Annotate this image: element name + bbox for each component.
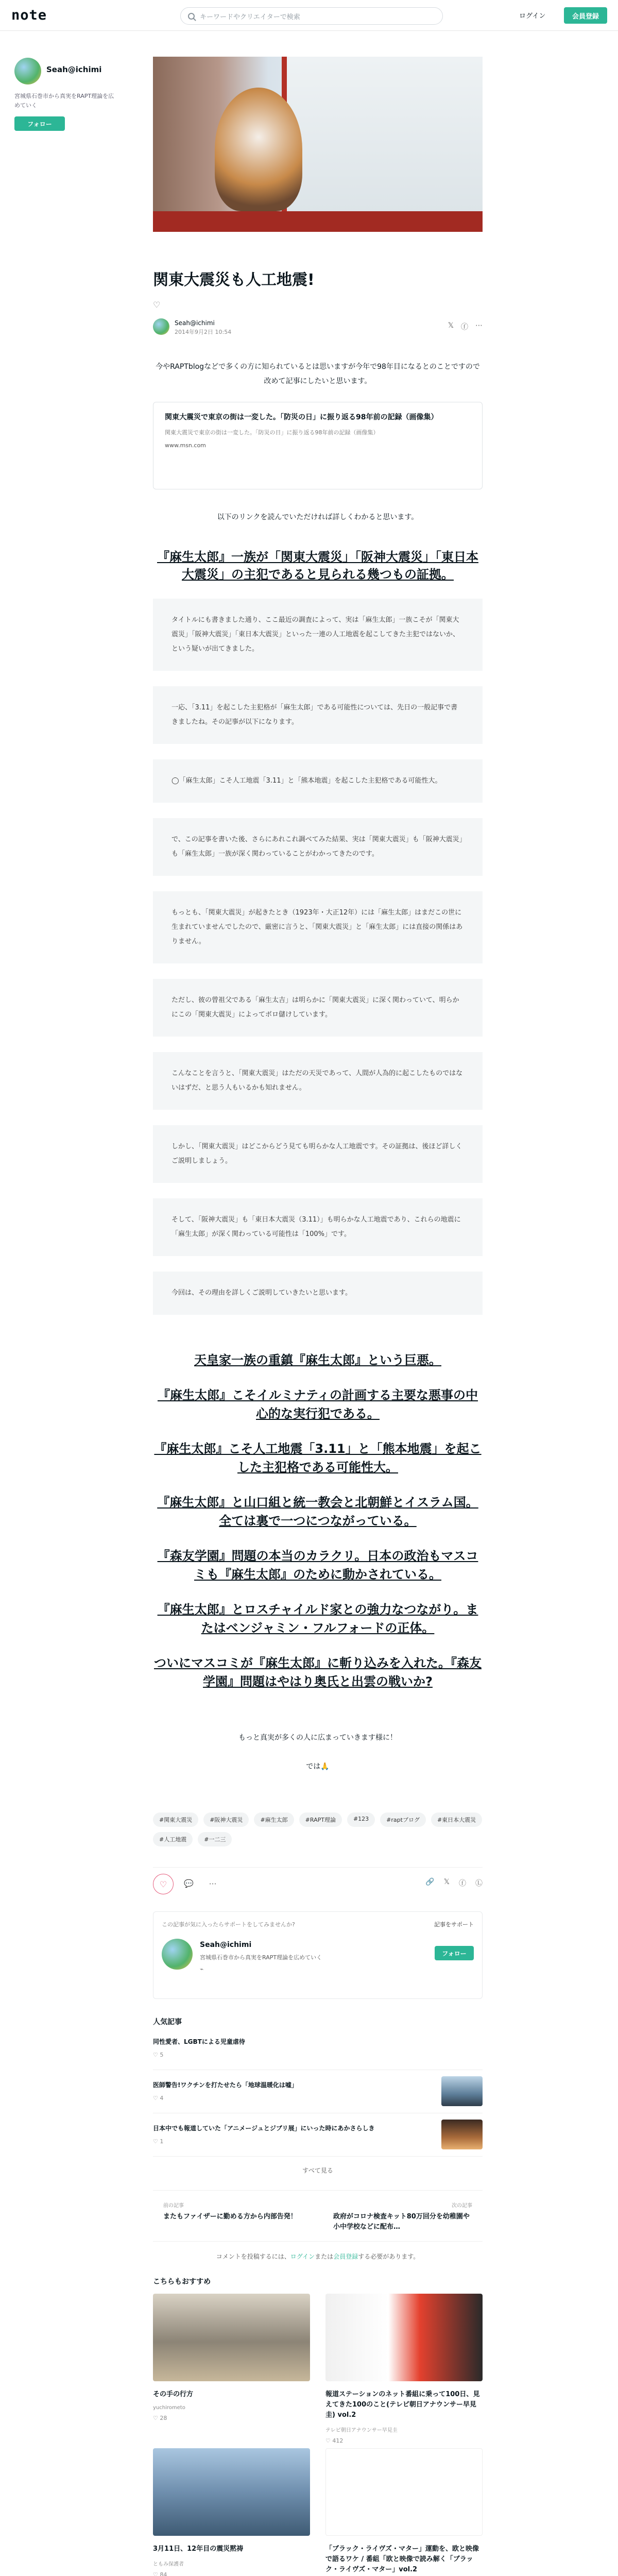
- card-author[interactable]: テレビ朝日アナウンサー早見圭: [325, 2428, 398, 2433]
- sidebar: [14, 58, 117, 131]
- action-bar: [153, 1867, 483, 1896]
- author-name[interactable]: Seah@ichimi: [46, 65, 102, 74]
- lead-text: 今やRAPTblogなどで多くの方に知られているとは思いますが今年で98年目になるとのことですので改めて記事にしたいと思います。: [156, 363, 480, 385]
- heart-icon: ♡: [153, 2052, 160, 2058]
- hero-cat: [215, 88, 302, 211]
- list-item[interactable]: [153, 2070, 483, 2113]
- blockquote: もっとも、「関東大震災」が起きたとき（1923年・大正12年）には「麻生太郎」はまだこの世に生まれていませんでしたので、厳密に言うと、「関東大震災」と「麻生太郎」には直接の関係はありません。: [153, 891, 483, 963]
- article-card[interactable]: [325, 2448, 483, 2576]
- heart-icon: ♡: [153, 2415, 160, 2421]
- author-name[interactable]: Seah@ichimi: [175, 319, 215, 327]
- blockquote: で、この記事を書いた後、さらにあれこれ調べてみた結果、実は「関東大震災」も「阪神大震災」も「麻生太郎」一族が深く関わっていることがわかってきたのです。: [153, 818, 483, 876]
- blockquote: そして、「阪神大震災」も「東日本大震災（3.11）」も明らかな人工地震であり、これらの地震に「麻生太郎」が深く関わっている可能性は「100%」です。: [153, 1198, 483, 1256]
- card-title: 3月11日、12年目の震災黙祷: [153, 2545, 244, 2553]
- author-bio: 宮城県石巻市から真実をRAPT理論を広めていく: [200, 1954, 322, 1961]
- tag-list: [153, 1812, 483, 1846]
- prev-article[interactable]: [163, 2201, 302, 2222]
- search-input[interactable]: [180, 7, 443, 25]
- comment-text: コメントを投稿するには、: [216, 2253, 290, 2260]
- tag[interactable]: #阪神大震災: [203, 1812, 249, 1827]
- search-placeholder: キーワードやクリエイターで検索: [200, 13, 300, 21]
- card-author[interactable]: ともみ保護者: [153, 2562, 184, 2567]
- like-count: [153, 2052, 163, 2058]
- blockquote: ただし、彼の曾祖父である「麻生太吉」は明らかに「関東大震災」に深く関わっていて、明らかにこの「関東大震災」によってボロ儲けしています。: [153, 979, 483, 1037]
- x-icon[interactable]: 𝕏: [448, 321, 454, 330]
- support-box: [153, 1911, 483, 1999]
- hero-sill: [153, 211, 483, 232]
- author-row: [153, 318, 483, 339]
- article-card[interactable]: [153, 2294, 310, 2448]
- comment-or: または: [315, 2253, 334, 2260]
- body-text: もっと真実が多くの人に広まっていきます様に！: [238, 1734, 397, 1742]
- avatar[interactable]: [14, 58, 41, 84]
- like-count: 1: [160, 2138, 164, 2145]
- heart-icon: ♡: [325, 2437, 333, 2444]
- link-heading[interactable]: 『森友学園』問題の本当のカラクリ。日本の政治もマスコミも『麻生太郎』のために動かされている。: [157, 1549, 478, 1582]
- like-count: [153, 2138, 163, 2145]
- signup-button[interactable]: 会員登録: [564, 7, 607, 24]
- tag[interactable]: #東日本大震災: [431, 1812, 482, 1827]
- link-heading[interactable]: 『麻生太郎』こそイルミナティの計画する主要な悪事の中心的な実行犯である。: [157, 1388, 478, 1421]
- item-title: 医師警告!ワクチンを打たせたら「地球温暖化は嘘」: [153, 2081, 298, 2089]
- heart-icon: ♡: [153, 2095, 160, 2102]
- blockquote: 今回は、その理由を詳しくご説明していきたいと思います。: [153, 1272, 483, 1315]
- follow-button[interactable]: フォロー: [435, 1946, 474, 1960]
- blockquote: ◯「麻生太郎」こそ人工地震「3.11」と「熊本地震」を起こした主犯格である可能性大。: [153, 759, 483, 803]
- tag[interactable]: #raptブログ: [380, 1812, 426, 1827]
- x-icon[interactable]: 𝕏: [443, 1878, 450, 1886]
- next-label: 次の記事: [452, 2203, 472, 2209]
- blockquote: こんなことを言うと、「関東大震災」はただの天災であって、人間が人為的に起こしたものではないはずだ、と思う人もいるかも知れません。: [153, 1052, 483, 1110]
- next-title: 政府がコロナ検査キット80万回分を幼稚園や小中学校などに配布…: [333, 2213, 470, 2231]
- link-heading[interactable]: ついにマスコミが『麻生太郎』に斬り込みを入れた。『森友学園』問題はやはり奥氏と出雲の戦いか?: [154, 1656, 482, 1689]
- login-link[interactable]: ログイン: [290, 2253, 315, 2260]
- tag[interactable]: #123: [347, 1812, 375, 1827]
- item-title: 同性愛者、LGBTによる児童虐待: [153, 2038, 245, 2045]
- page-title: 関東大震災も人工地震!: [153, 271, 315, 289]
- more-icon[interactable]: ⋯: [209, 1879, 217, 1888]
- line-icon[interactable]: Ⓛ: [475, 1879, 483, 1888]
- card-author[interactable]: yuchirometo: [153, 2405, 185, 2411]
- card-title: 報道ステーションのネット番組に乗って100日、見えてきた100のこと(テレビ朝日アナウンサー早見圭) vol.2: [325, 2391, 480, 2419]
- popular-articles: [153, 2016, 483, 2175]
- tag[interactable]: #一二三: [198, 1832, 232, 1846]
- like-count: [153, 2095, 163, 2102]
- more-icon[interactable]: ⋯: [475, 321, 483, 330]
- thumbnail: [441, 2076, 483, 2106]
- link-card-desc: 関東大震災で東京の街は一変した。「防災の日」に振り返る98年前の記録（画像集）: [165, 429, 379, 436]
- thumbnail: [325, 2448, 483, 2536]
- see-all-link[interactable]: すべて見る: [302, 2167, 333, 2174]
- prev-label: 前の記事: [163, 2203, 184, 2209]
- facebook-icon[interactable]: ⓕ: [461, 323, 468, 331]
- share-buttons: [448, 321, 483, 332]
- thumbnail: [441, 2120, 483, 2149]
- next-article[interactable]: [333, 2201, 472, 2232]
- list-item[interactable]: [153, 2027, 483, 2070]
- support-text: この記事が気に入ったらサポートをしてみませんか?: [162, 1921, 295, 1928]
- like-count: [153, 2415, 310, 2421]
- heart-icon: ♡: [153, 2138, 160, 2145]
- comment-rest: する必要があります。: [358, 2253, 420, 2260]
- blockquote: しかし、「関東大震災」はどこからどう見ても明らかな人工地震です。その証拠は、後ほど詳しくご説明しましょう。: [153, 1125, 483, 1183]
- avatar[interactable]: [153, 318, 169, 335]
- thumbnail: [153, 2448, 310, 2536]
- link-card-title: 関東大震災で東京の街は一変した。「防災の日」に振り返る98年前の記録（画像集）: [165, 413, 438, 421]
- link-heading[interactable]: 『麻生太郎』一族が「関東大震災」「阪神大震災」「東日本大震災」の主犯であると見られる幾つもの証拠。: [157, 550, 478, 582]
- link-card[interactable]: [153, 402, 483, 489]
- article-card[interactable]: [153, 2448, 310, 2576]
- prev-title: またもファイザーに勤める方から内部告発！: [163, 2213, 297, 2221]
- article: [153, 57, 483, 2576]
- link-heading[interactable]: 天皇家一族の重鎮『麻生太郎』という巨悪。: [194, 1353, 441, 1367]
- article-nav: [153, 2190, 483, 2242]
- link-icon[interactable]: 🔗: [425, 1878, 435, 1886]
- hero-image: [153, 57, 483, 232]
- author-name[interactable]: Seah@ichimi: [200, 1941, 252, 1949]
- item-title: 日本中でも報道していた「アニメージュとジブリ展」にいった時にあかさらしき: [153, 2125, 375, 2132]
- avatar[interactable]: [162, 1939, 193, 1970]
- like-button[interactable]: ♡: [153, 1874, 174, 1894]
- section-heading: こちらもおすすめ: [153, 2278, 211, 2286]
- body-text: では🙏: [306, 1762, 330, 1771]
- tag[interactable]: #麻生太郎: [254, 1812, 294, 1827]
- author-bio: 宮城県石巻市から真実をRAPT理論を広めていく: [14, 93, 114, 109]
- link-heading[interactable]: 『麻生太郎』こそ人工地震「3.11」と「熊本地震」を起こした主犯格である可能性大。: [154, 1442, 482, 1475]
- heart-icon: ♡: [153, 2571, 160, 2576]
- signup-link[interactable]: 会員登録: [333, 2253, 358, 2260]
- like-count: [325, 2437, 483, 2444]
- tag[interactable]: #関東大震災: [153, 1812, 198, 1827]
- like-count: 28: [160, 2415, 167, 2421]
- list-item[interactable]: [153, 2113, 483, 2157]
- link-heading[interactable]: 『麻生太郎』とロスチャイルド家との強力なつながり。またはベンジャミン・フルフォードの正体。: [157, 1602, 478, 1635]
- blockquote: タイトルにも書きました通り、ここ最近の調査によって、実は「麻生太郎」一族こそが「関東大震災」「阪神大震災」「東日本大震災」といった一連の人工地震を起こしてきた主犯ではないか、という疑いが出てきました。: [153, 599, 483, 671]
- blockquote: 一応、「3.11」を起こした主犯格が「麻生太郎」である可能性については、先日の一般記事で書きましたね。その記事が以下になります。: [153, 686, 483, 744]
- header: [0, 0, 618, 31]
- like-count: 84: [160, 2571, 167, 2576]
- link-card-url: www.msn.com: [165, 442, 206, 449]
- tag[interactable]: #RAPT理論: [299, 1812, 342, 1827]
- card-title: 「ブラック・ライヴズ・マター」運動を、欧と映像で語るワケ / 番組「欧と映像で読み解く「ブラック・ライヴズ・マター」vol.2: [325, 2545, 479, 2573]
- like-count: [153, 2571, 310, 2576]
- tag[interactable]: #人工地震: [153, 1832, 193, 1846]
- comment-notice: [153, 2252, 483, 2261]
- login-link[interactable]: ログイン: [519, 12, 546, 20]
- heart-icon[interactable]: ♡: [153, 300, 161, 310]
- link-heading[interactable]: 『麻生太郎』と山口組と統一教会と北朝鮮とイスラム国。全ては裏で一つにつながっている。: [157, 1495, 478, 1528]
- publish-date: 2014年9月2日 10:54: [175, 329, 232, 335]
- search-icon: [188, 13, 195, 20]
- thumbnail: [325, 2294, 483, 2381]
- section-heading: 人気記事: [153, 2018, 182, 2026]
- article-card[interactable]: [325, 2294, 483, 2448]
- like-count: 412: [332, 2437, 344, 2444]
- like-count: 5: [160, 2052, 164, 2058]
- facebook-icon[interactable]: ⓕ: [459, 1879, 466, 1888]
- rss-icon[interactable]: ⌁: [200, 1965, 204, 1973]
- logo[interactable]: note: [11, 7, 47, 23]
- comment-icon[interactable]: 💬: [184, 1879, 194, 1888]
- body-text: 以下のリンクを読んでいただければ詳しくわかると思います。: [217, 513, 419, 521]
- like-count: 4: [160, 2095, 164, 2102]
- card-title: その手の行方: [153, 2391, 194, 2398]
- thumbnail: [153, 2294, 310, 2381]
- recommend-grid: [153, 2294, 483, 2576]
- support-button[interactable]: 記事をサポート: [434, 1921, 474, 1928]
- follow-button[interactable]: フォロー: [14, 116, 65, 131]
- hero-window: [282, 57, 483, 227]
